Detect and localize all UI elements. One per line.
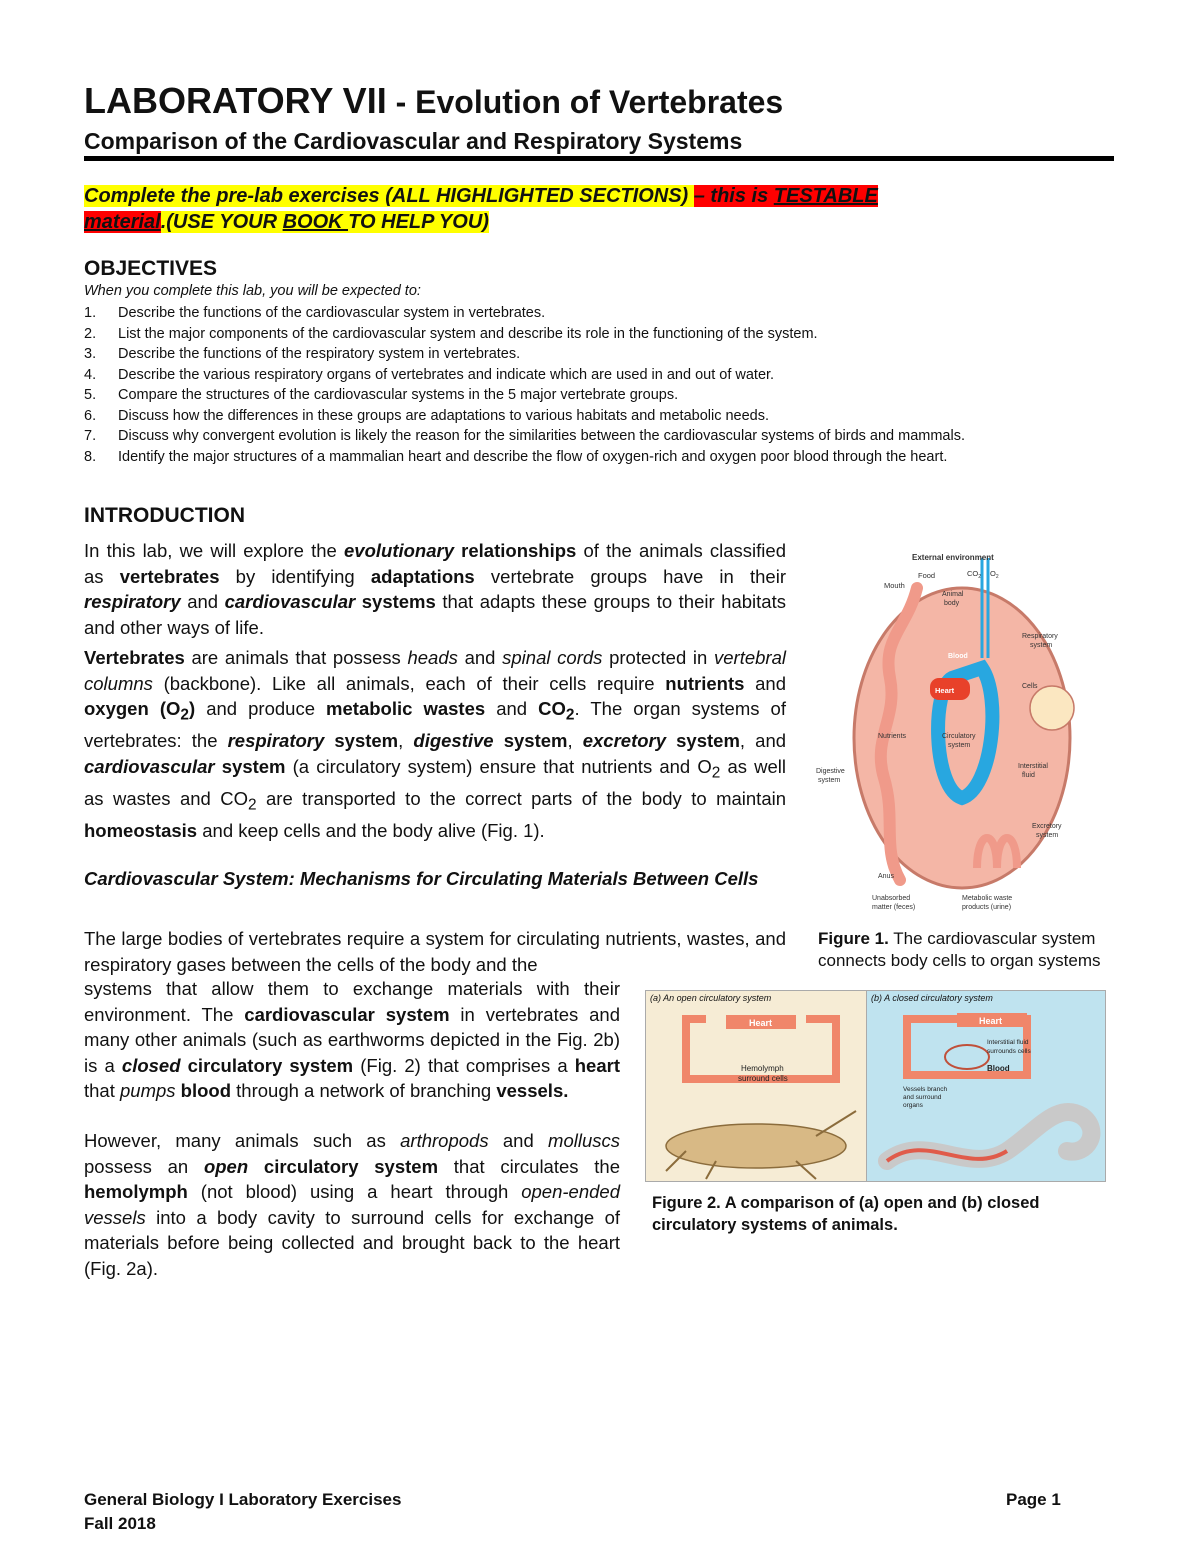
label-interst-2: fluid [1022, 772, 1035, 779]
label-anus: Anus [878, 873, 894, 880]
label-heart: Heart [935, 686, 955, 695]
item-text: Identify the major structures of a mammalian heart and describe the flow of oxygen-rich and oxygen poor blood through the heart. [118, 448, 948, 465]
label-animal-body-1: Animal [942, 591, 964, 598]
item-text: Compare the structures of the cardiovascular systems in the 5 major vertebrate groups. [118, 387, 679, 403]
label-resp-1: Respiratory [1022, 633, 1058, 640]
item-number: 6. [84, 407, 97, 424]
figure-2a-open-system [645, 990, 867, 1182]
figure-2b-label: (b) A closed circulatory system [871, 993, 993, 1003]
item-text: List the major components of the cardiovascular system and describe its role in the functioning of the system. [118, 325, 818, 342]
label-co2: $CO_2$ [967, 569, 982, 580]
label-nutrients: Nutrients [878, 733, 907, 740]
list-item [84, 385, 1112, 406]
footer-term: Fall 2018 [84, 1514, 156, 1533]
vessels-label-2: and surround [903, 1094, 942, 1101]
list-item [84, 406, 1112, 427]
label-animal-body-2: body [944, 600, 960, 607]
label-o2: $O_2$ [990, 569, 999, 580]
list-item [84, 303, 1112, 324]
page-subtitle: Comparison of the Cardiovascular and Respiratory Systems [84, 128, 743, 154]
vessels-label-1: Vessels branch [903, 1086, 948, 1093]
item-text: Discuss how the differences in these groups are adaptations to various habitats and metabolic needs. [118, 407, 770, 424]
item-number: 2. [84, 325, 97, 342]
list-item [84, 324, 1112, 345]
prelab-part: TESTABLE [773, 185, 878, 207]
page-number: Page 1 [1006, 1490, 1061, 1509]
open-heart-label: Heart [749, 1018, 773, 1028]
hemolymph-label-1: Hemolymph [741, 1064, 784, 1073]
label-circ-1: Circulatory [942, 733, 976, 740]
figure-2-caption: Figure 2. A comparison of (a) open and (b) closed circulatory systems of animals. [652, 1194, 1040, 1234]
vessels-label-3: organs [903, 1102, 923, 1109]
title-main: LABORATORY VII [84, 80, 387, 121]
label-food: Food [918, 571, 936, 580]
label-dig-2: system [818, 777, 841, 784]
figure-2a-label: (a) An open circulatory system [650, 993, 772, 1003]
label-interst-1: Interstitial [1018, 763, 1048, 770]
grasshopper-body [666, 1124, 846, 1168]
intro-paragraph-2: Vertebrates are animals that possess heads and spinal cords protected in vertebral columns (backbone). Like all animals, each of their cells require nutrients and oxygen $(O_2)$ and produce metabolic wastes and $CO_2$. The organ systems of vertebrates: the respiratory system, digestive system, excretory system, and cardiovascular system (a circulatory system) ensure that nutrients and $O_2$ as well as wastes and $CO_2$ are transported to the correct parts of the body to maintain homeostasis and keep cells and the body alive (Fig. 1). [84, 647, 787, 842]
item-number: 5. [84, 387, 97, 403]
item-text: Describe the functions of the respiratory system in vertebrates. [118, 346, 521, 362]
label-metab-1: Metabolic waste [962, 895, 1013, 902]
prelab-part: Complete the pre-lab exercises (ALL HIGHLIGHTED SECTIONS) [84, 185, 694, 207]
interstitial-label-1: Interstitial fluid [987, 1039, 1029, 1046]
figure-2a-diagram [646, 991, 866, 1181]
section-paragraph-2: However, many animals such as arthropods and molluscs possess an open circulatory system that circulates the hemolymph (not blood) using a heart through open-ended vessels into a body cavity to surround cells for exchange of materials before being collected and brought back to the heart (Fig. 2a). [84, 1130, 620, 1279]
label-excr-1: Excretory [1032, 823, 1062, 830]
label-metab-2: products (urine) [962, 904, 1012, 911]
closed-heart-label: Heart [979, 1016, 1003, 1026]
capillary-bed [945, 1045, 989, 1069]
figure-2b-closed-system [866, 990, 1106, 1182]
item-text: Describe the functions of the cardiovascular system in vertebrates. [118, 305, 546, 321]
item-text: Describe the various respiratory organs of vertebrates and indicate which are used in and out of water. [118, 366, 775, 383]
earthworm-body [887, 1112, 1091, 1161]
item-number: 1. [84, 305, 97, 321]
page-title [84, 80, 783, 122]
introduction-heading: INTRODUCTION [84, 504, 245, 527]
item-text: Discuss why convergent evolution is likely the reason for the similarities between the cardiovascular systems of birds and mammals. [118, 428, 965, 444]
label-cells: Cells [1022, 683, 1038, 690]
objectives-heading: OBJECTIVES [84, 257, 218, 280]
footer-course: General Biology I Laboratory Exercises [84, 1490, 402, 1509]
label-excr-2: system [1036, 832, 1059, 839]
prelab-part: material [84, 211, 161, 233]
section-heading: Cardiovascular System: Mechanisms for Circulating Materials Between Cells [84, 868, 759, 889]
list-item [84, 447, 1112, 468]
label-unabs-2: matter (feces) [872, 904, 916, 911]
section-paragraph-1a: The large bodies of vertebrates require a system for circulating nutrients, wastes, and respiratory gases between the cells of the body and the [84, 928, 786, 975]
interstitial-label-2: surrounds cells [987, 1048, 1031, 1055]
figure-1-caption: Figure 1. The cardiovascular system connects body cells to organ systems [818, 929, 1101, 970]
figure-1-diagram [812, 548, 1112, 918]
prelab-notice [84, 183, 1114, 235]
label-circ-2: system [948, 742, 971, 749]
title-rest: - Evolution of Vertebrates [386, 84, 784, 120]
label-dig-1: Digestive [816, 768, 845, 775]
intro-paragraph-1: In this lab, we will explore the evolutionary relationships of the animals classified as vertebrates by identifying adaptations vertebrate groups have in their respiratory and cardiovascular systems that adapts these groups to their habitats and other ways of life. [84, 540, 786, 638]
figure-2b-diagram [867, 991, 1105, 1181]
prelab-part: BOOK [282, 211, 349, 233]
label-blood: Blood [948, 653, 968, 660]
label-external: External environment [912, 553, 994, 562]
hemolymph-label-2: surround cells [738, 1074, 788, 1083]
label-mouth: Mouth [884, 581, 905, 590]
item-number: 8. [84, 448, 97, 465]
label-resp-2: system [1030, 642, 1053, 649]
objectives-intro: When you complete this lab, you will be expected to: [84, 283, 421, 299]
section-paragraph-1b: systems that allow them to exchange materials with their environment. The cardiovascular system in vertebrates and many other animals (such as earthworms depicted in the Fig. 2b) is a closed circulatory system (Fig. 2) that comprises a heart that pumps blood through a network of branching vessels. [84, 978, 621, 1101]
list-item [84, 365, 1112, 386]
prelab-part: – this is [693, 185, 774, 207]
cells-detail [1030, 686, 1074, 730]
item-number: 3. [84, 346, 97, 362]
objectives-list [84, 303, 1112, 467]
title-rule [84, 156, 1114, 161]
prelab-part: TO HELP YOU) [348, 211, 489, 233]
item-number: 7. [84, 428, 97, 444]
prelab-part: .(USE YOUR [160, 211, 283, 233]
list-item [84, 344, 1112, 365]
label-unabs-1: Unabsorbed [872, 895, 911, 902]
list-item [84, 426, 1112, 447]
item-number: 4. [84, 366, 97, 383]
blood-label: Blood [987, 1064, 1010, 1073]
